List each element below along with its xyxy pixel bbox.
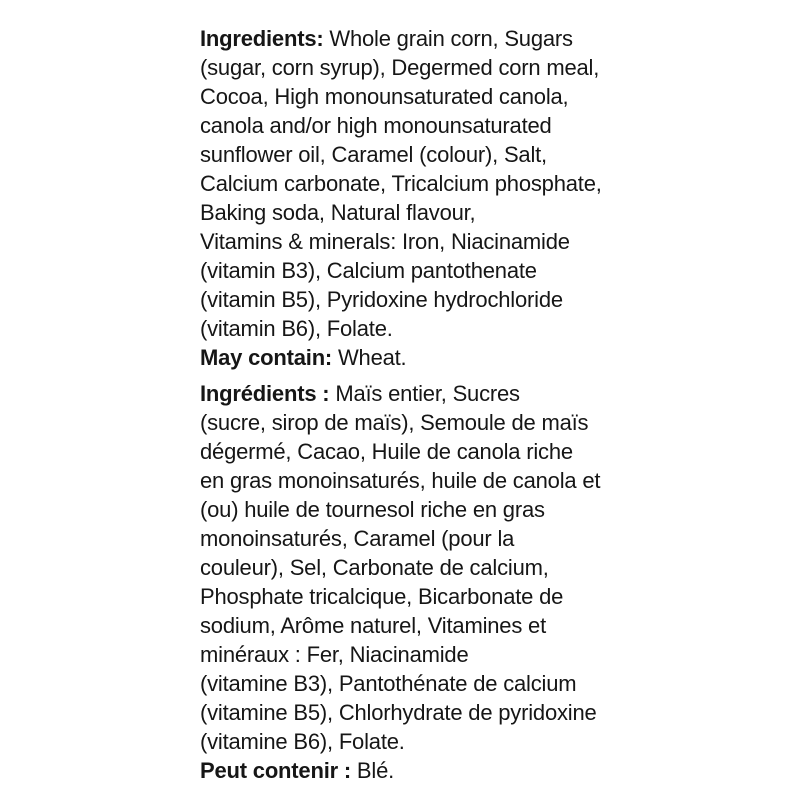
ingredient-line: monoinsaturés, Caramel (pour la <box>200 526 515 551</box>
ingredients-heading-rest: Whole grain corn, Sugars <box>323 26 573 51</box>
ingredient-line: (vitamine B3), Pantothénate de calcium <box>200 671 577 696</box>
may-contain-line <box>200 343 620 372</box>
ingredient-line: Baking soda, Natural flavour, <box>200 200 476 225</box>
ingredient-line: dégermé, Cacao, Huile de canola riche <box>200 439 573 464</box>
may-contain-line-fr <box>200 756 620 785</box>
ingredient-line: minéraux : Fer, Niacinamide <box>200 642 469 667</box>
ingredients-heading-rest-fr: Maïs entier, Sucres <box>329 381 520 406</box>
ingredient-line: (vitamin B3), Calcium pantothenate <box>200 258 537 283</box>
ingredient-line: (vitamine B5), Chlorhydrate de pyridoxine <box>200 700 597 725</box>
ingredient-line: sodium, Arôme naturel, Vitamines et <box>200 613 546 638</box>
ingredient-line: sunflower oil, Caramel (colour), Salt, <box>200 142 547 167</box>
ingredient-line: Vitamins & minerals: Iron, Niacinamide <box>200 229 570 254</box>
ingredients-heading-line <box>200 24 620 53</box>
ingredient-line: canola and/or high monounsaturated <box>200 113 552 138</box>
ingredients-text-block <box>200 24 620 785</box>
ingredient-line: Phosphate tricalcique, Bicarbonate de <box>200 584 564 609</box>
ingredient-line: couleur), Sel, Carbonate de calcium, <box>200 555 549 580</box>
ingredient-line: (vitamin B6), Folate. <box>200 316 393 341</box>
may-contain-label: May contain: <box>200 345 333 370</box>
ingredients-heading-line-fr <box>200 379 620 408</box>
french-ingredients-section <box>200 379 620 785</box>
ingredient-line: (ou) huile de tournesol riche en gras <box>200 497 545 522</box>
may-contain-value-fr: Blé. <box>351 758 395 783</box>
ingredient-line: (vitamin B5), Pyridoxine hydrochloride <box>200 287 563 312</box>
ingredient-line: (vitamine B6), Folate. <box>200 729 405 754</box>
ingredient-line: Cocoa, High monounsaturated canola, <box>200 84 569 109</box>
may-contain-label-fr: Peut contenir : <box>200 758 352 783</box>
ingredient-line: en gras monoinsaturés, huile de canola et <box>200 468 601 493</box>
ingredients-heading-label-fr: Ingrédients : <box>200 381 330 406</box>
ingredient-line: (sugar, corn syrup), Degermed corn meal, <box>200 55 600 80</box>
ingredient-line: (sucre, sirop de maïs), Semoule de maïs <box>200 410 589 435</box>
ingredient-line: Calcium carbonate, Tricalcium phosphate, <box>200 171 602 196</box>
english-ingredients-section <box>200 24 620 372</box>
ingredients-heading-label: Ingredients: <box>200 26 324 51</box>
may-contain-value: Wheat. <box>332 345 407 370</box>
